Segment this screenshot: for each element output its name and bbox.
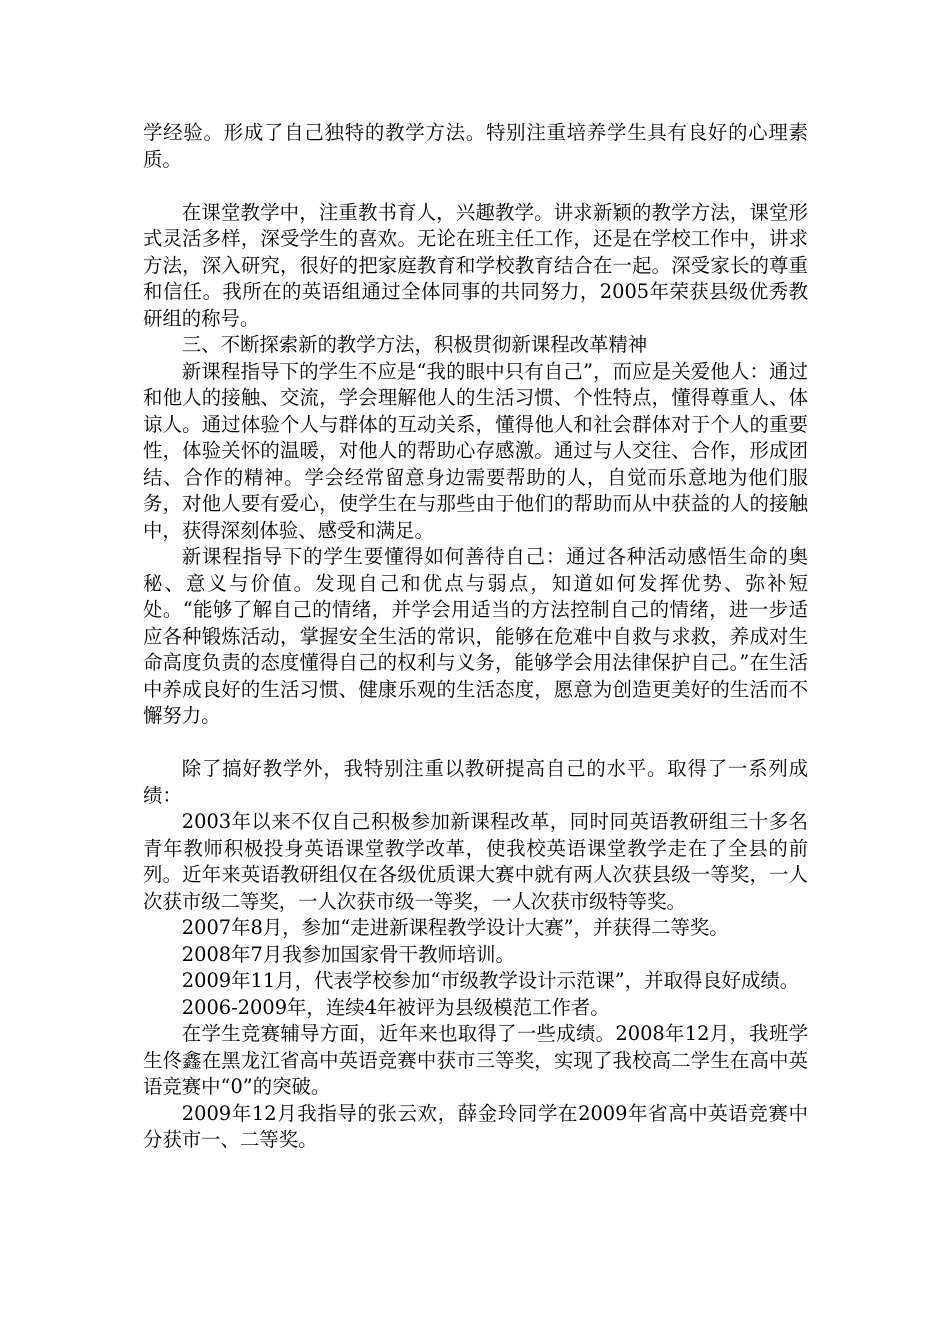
paragraph-achievement-2009-11: 2009年11月，代表学校参加“市级教学设计示范课”，并取得良好成绩。 <box>181 969 800 992</box>
paragraph-classroom-teaching: 在课堂教学中，注重教书育人，兴趣教学。讲求新颖的教学方法，课堂形式灵活多样，深受学生的喜欢。无论在班主任工作，还是在学校工作中，讲求方法，深入研究，很好的把家庭教育和学校教育结合在一起。深受家长的尊重和信任。我所在的英语组通过全体同事的共同努力，2005年荣获县级优秀教研组的称号。 <box>143 200 808 330</box>
paragraph-achievement-2003: 2003年以来不仅自己积极参加新课程改革，同时同英语教研组三十多名青年教师积极投身英语课堂教学改革，使我校英语课堂教学走在了全县的前列。近年来英语教研组仅在各级优质课大赛中就有两人次获县级一等奖，一人次获市级二等奖，一人次获市级一等奖，一人次获市级特等奖。 <box>143 810 808 913</box>
paragraph-achievement-2007: 2007年8月，参加“走进新课程教学设计大赛”，并获得二等奖。 <box>181 916 729 939</box>
paragraph-treat-oneself: 新课程指导下的学生要懂得如何善待自己：通过各种活动感悟生命的奥秘、意义与价值。发现自己和优点与弱点，知道如何发挥优势、弥补短处。“能够了解自己的情绪，并学会用适当的方法控制自己的情绪，进一步适应各种锻炼活动，掌握安全生活的常识，能够在危难中自救与求救，养成对生命高度负责的态度懂得自己的权利与义务，能够学会用法律保护自己。”在生活中养成良好的生活习惯、健康乐观的生活态度，愿意为创造更美好的生活而不懈努力。 <box>143 545 808 727</box>
document-page <box>143 120 808 1154</box>
paragraph-achievement-2009-12: 2009年12月我指导的张云欢，薛金玲同学在2009年省高中英语竞赛中分获市一、二等奖。 <box>143 1101 808 1151</box>
paragraph-student-competition: 在学生竞赛辅导方面，近年来也取得了一些成绩。2008年12月，我班学生佟鑫在黑龙江省高中英语竞赛中获市三等奖，实现了我校高二学生在高中英语竞赛中“0”的突破。 <box>143 1022 808 1098</box>
paragraph-achievement-2008: 2008年7月我参加国家骨干教师培训。 <box>181 942 515 966</box>
paragraph-research-intro: 除了搞好教学外，我特别注重以教研提高自己的水平。取得了一系列成绩： <box>143 757 808 807</box>
paragraph-achievement-2006-2009: 2006-2009年，连续4年被评为县级模范工作者。 <box>181 995 610 1019</box>
paragraph-continuation: 学经验。形成了自己独特的教学方法。特别注重培养学生具有良好的心理素质。 <box>143 121 808 171</box>
paragraph-care-for-others: 新课程指导下的学生不应是“我的眼中只有自己”，而应是关爱他人：通过和他人的接触、交流，学会理解他人的生活习惯、个性特点，懂得尊重人、体谅人。通过体验个人与群体的互动关系，懂得他人和社会群体对于个人的重要性，体验关怀的温暖，对他人的帮助心存感激。通过与人交往、合作，形成团结、合作的精神。学会经常留意身边需要帮助的人，自觉而乐意地为他们服务，对他人要有爱心，使学生在与那些由于他们的帮助而从中获益的人的接触中，获得深刻体验、感受和满足。 <box>143 359 808 542</box>
section-heading-three: 三、不断探索新的教学方法，积极贯彻新课程改革精神 <box>181 333 648 356</box>
